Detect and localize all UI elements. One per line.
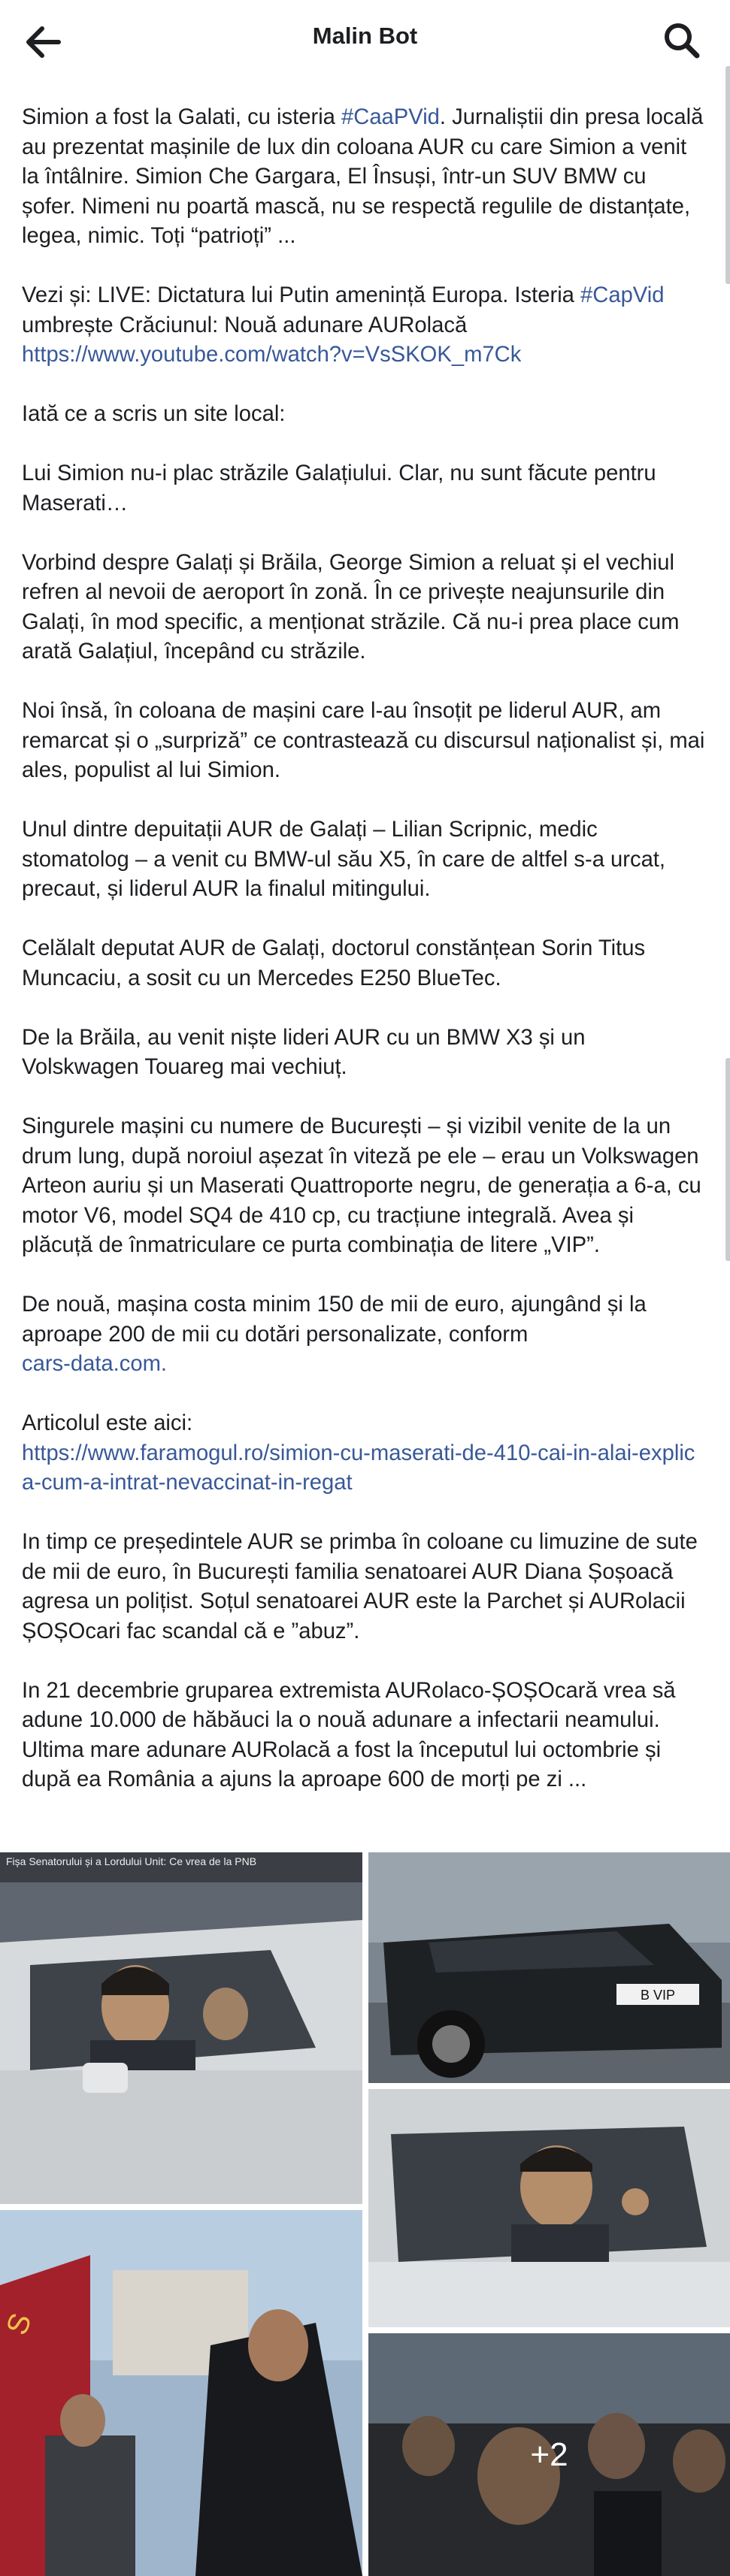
photo-maserati[interactable] (368, 1852, 730, 2083)
more-photos-count: +2 (368, 2333, 730, 2576)
post-paragraph: Noi însă, în coloana de mașini care l-au însoțit pe liderul AUR, am remarcat și o „surpriză” ce contrastează cu discursul naționalist și, mai ales, populist al lui Simion. (22, 699, 705, 782)
hashtag-link[interactable]: #CaaPVid (341, 105, 440, 129)
page-title: Malin Bot (312, 23, 418, 49)
post-body (22, 103, 706, 1825)
post-paragraph: Iată ce a scris un site local: (22, 402, 286, 426)
post-paragraph (22, 103, 706, 252)
post-text: Vezi și: LIVE: Dictatura lui Putin amenință Europa. Isteria (22, 283, 581, 307)
top-bar (0, 0, 730, 84)
post-paragraph: Singurele mașini cu numere de București – și vizibil venite de la un drum lung, după noroiul așezat în viteză pe ele – erau un Volkswagen Arteon auriu și un Maserati Quattroporte negru, de generația a 6-a, cu motor V6, model SQ4 de 410 cp, cu tracțiune integrală. Avea și plăcuță de înmatriculare ce purta combinația de litere „VIP”. (22, 1114, 701, 1257)
scrollbar-thumb[interactable] (725, 66, 730, 284)
post-paragraph (22, 1409, 706, 1498)
post-paragraph: In 21 decembrie gruparea extremista AURolaco-ȘOȘOcară vrea să adune 10.000 de hăbăuci la o nouă adunare a infectarii neamului. Ultima mare adunare AURolacă a fost la începutul lui octombrie și după ea România a ajuns la aproape 600 de morți pe zi ... (22, 1678, 676, 1791)
post-paragraph (22, 1290, 706, 1380)
search-button[interactable] (659, 18, 704, 63)
license-plate: B VIP (640, 1988, 676, 2003)
post-text: Simion a fost la Galati, cu isteria (22, 105, 342, 129)
post-paragraph: Lui Simion nu-i plac străzile Galațiului. Clar, nu sunt făcute pentru Maserati… (22, 461, 656, 516)
post-text: umbrește Crăciunul: Nouă adunare AURolacă (22, 313, 468, 337)
hashtag-link[interactable]: #CapVid (580, 283, 665, 307)
svg-text:S: S (0, 2308, 38, 2339)
photo-grid (0, 1852, 730, 2576)
cars-data-link[interactable]: cars-data.com. (22, 1352, 168, 1376)
youtube-link[interactable]: https://www.youtube.com/watch?v=VsSKOK_m7Ck (22, 343, 522, 367)
search-icon (659, 18, 704, 63)
photo-simion-car[interactable] (368, 2089, 730, 2327)
article-link[interactable]: https://www.faramogul.ro/simion-cu-maserati-de-410-cai-in-alai-explica-cum-a-intrat-nevaccinat-in-regat (22, 1441, 695, 1495)
video-caption: Fișa Senatorului și a Lordului Unit: Ce vrea de la PNB (6, 1855, 257, 1867)
post-paragraph: Unul dintre depuitații AUR de Galați – Lilian Scripnic, medic stomatolog – a venit cu BMW-ul său X5, în care de altfel s-a urcat, precaut, și liderul AUR la finalul mitingului. (22, 818, 666, 901)
post-paragraph (22, 281, 706, 370)
post-text: Articolul este aici: (22, 1411, 193, 1435)
post-text: De nouă, mașina costa minim 150 de mii de euro, ajungând și la aproape 200 de mii cu dotări personalizate, conform (22, 1293, 647, 1347)
post-paragraph: Vorbind despre Galați și Brăila, George Simion a reluat și el vechiul refren al nevoii de aeroport în zonă. În ce privește neajunsurile din Galați, în mod specific, a menționat străzile. Că nu-i prea place cum arată Galațiul, începând cu străzile. (22, 550, 680, 664)
post-paragraph: Celălalt deputat AUR de Galați, doctorul constănțean Sorin Titus Muncaciu, a sosit cu un Mercedes E250 BlueTec. (22, 936, 646, 990)
post-paragraph: De la Brăila, au venit niște lideri AUR cu un BMW X3 și un Volskwagen Touareg mai vechiuț. (22, 1025, 586, 1079)
post-text: . Jurnaliștii din presa locală au prezentat mașinile de lux din coloana AUR cu care Simion a venit la întâlnire. Simion Che Gargara, El Însuși, într-un SUV BMW cu șofer. Nimeni nu poartă mască, nu se respectă regulile de distanțate, legea, nimic. Toți “patrioți” ... (22, 105, 704, 248)
post-paragraph: In timp ce președintele AUR se primba în coloane cu limuzine de sute de mii de euro, în București familia senatoarei AUR Diana Șoșoacă agresa un polițist. Soțul senatoarei AUR este la Parchet și AURolacii ȘOȘOcari fac scandal că e ”abuz”. (22, 1530, 698, 1643)
photo-bmw-driver[interactable] (0, 1852, 362, 2204)
photo-group-more[interactable] (368, 2333, 730, 2576)
photo-handshake[interactable] (0, 2210, 362, 2576)
scrollbar-thumb-secondary[interactable] (725, 1058, 730, 1261)
